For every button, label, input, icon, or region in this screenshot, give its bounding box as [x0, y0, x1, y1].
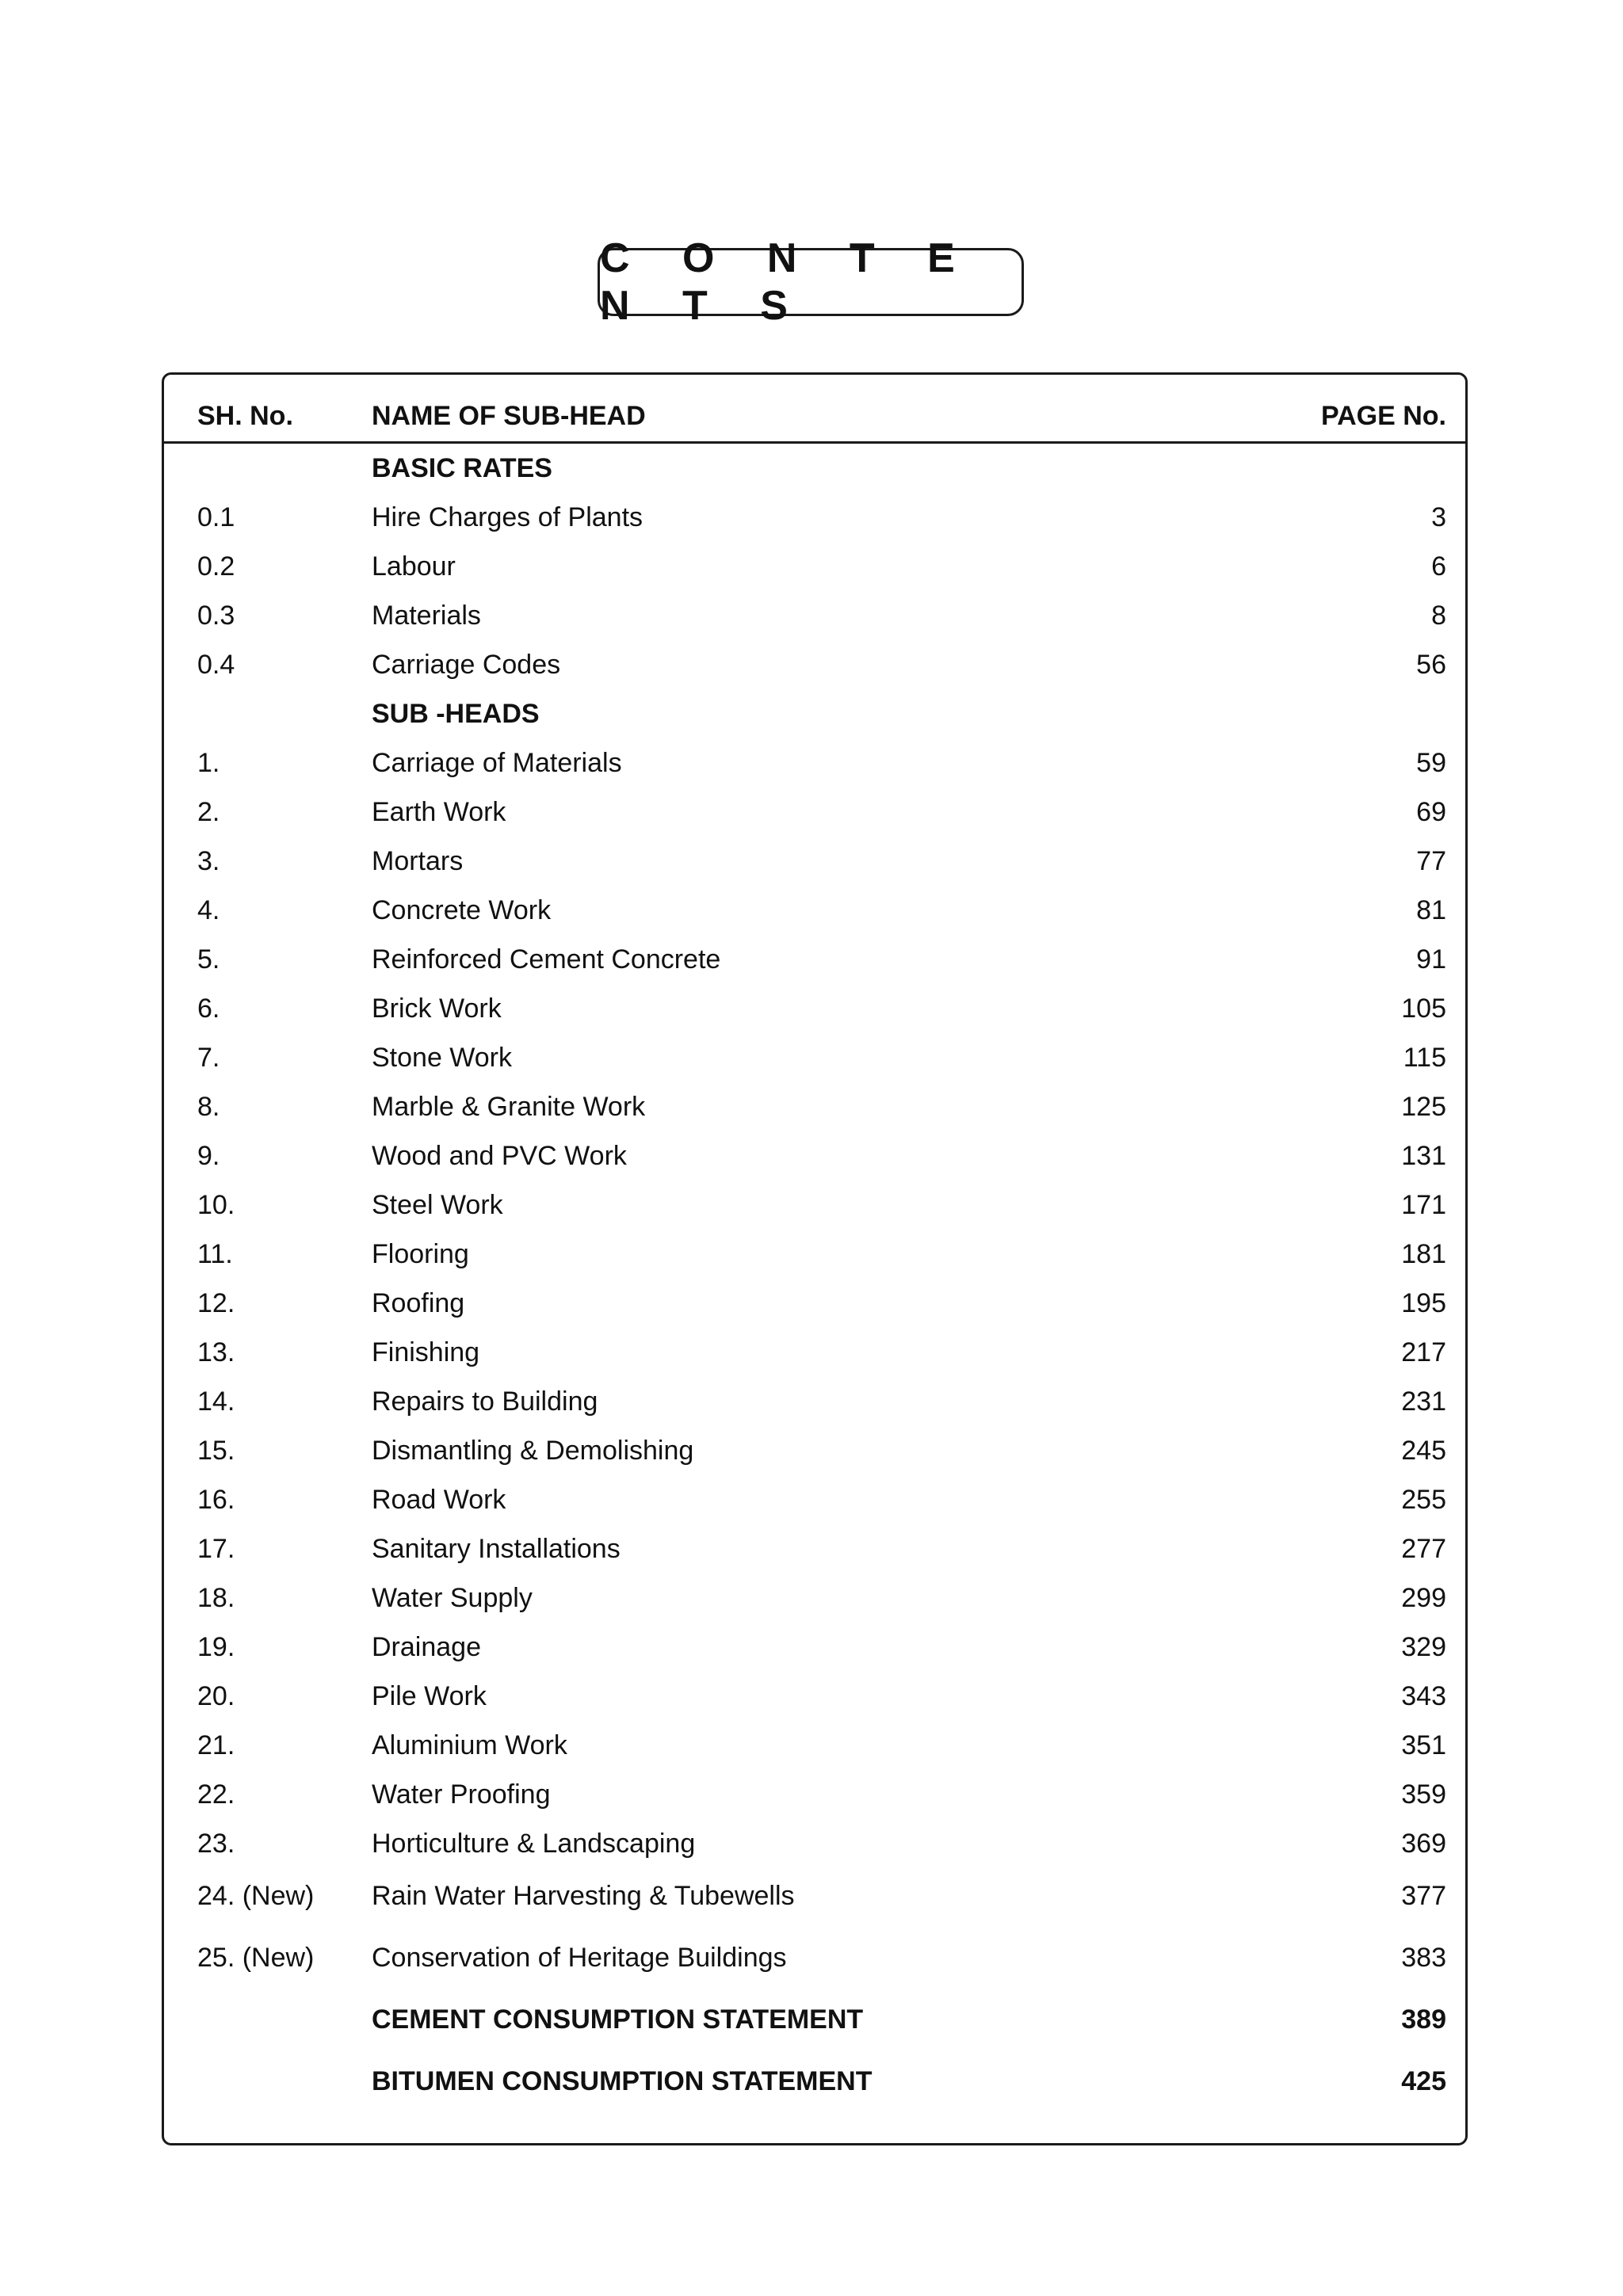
table-row — [164, 1034, 1465, 1081]
row-name: Sanitary Installations — [372, 1534, 621, 1564]
table-row — [164, 592, 1465, 639]
header-sh-no: SH. No. — [197, 401, 293, 431]
row-name: Reinforced Cement Concrete — [372, 944, 721, 974]
row-sh-no: 8. — [197, 1092, 220, 1122]
row-sh-no: 25. (New) — [197, 1943, 315, 1973]
row-name: Hire Charges of Plants — [372, 502, 643, 532]
row-sh-no: 22. — [197, 1779, 235, 1810]
table-row — [164, 1574, 1465, 1622]
row-name: Marble & Granite Work — [372, 1092, 646, 1122]
row-name: BITUMEN CONSUMPTION STATEMENT — [372, 2066, 873, 2096]
table-row — [164, 1329, 1465, 1376]
row-page-no: 131 — [1401, 1141, 1446, 1171]
row-name: Pile Work — [372, 1681, 487, 1711]
row-page-no: 369 — [1401, 1829, 1446, 1859]
row-page-no: 3 — [1431, 502, 1446, 532]
row-sh-no: 17. — [197, 1534, 235, 1564]
row-page-no: 81 — [1416, 895, 1446, 925]
row-sh-no: 19. — [197, 1632, 235, 1662]
table-row — [164, 1181, 1465, 1229]
row-sh-no: 5. — [197, 944, 220, 974]
row-name: Drainage — [372, 1632, 481, 1662]
row-sh-no: 0.3 — [197, 601, 235, 631]
row-page-no: 195 — [1401, 1288, 1446, 1318]
row-sh-no: 20. — [197, 1681, 235, 1711]
table-row — [164, 494, 1465, 541]
table-row — [164, 1934, 1465, 1981]
table-row — [164, 1722, 1465, 1769]
table-row — [164, 1476, 1465, 1524]
row-sh-no: 16. — [197, 1485, 235, 1515]
row-name: Materials — [372, 601, 481, 631]
row-sh-no: 14. — [197, 1386, 235, 1417]
row-sh-no: 15. — [197, 1436, 235, 1466]
table-row — [164, 1230, 1465, 1278]
row-page-no: 383 — [1401, 1943, 1446, 1973]
row-name: Roofing — [372, 1288, 465, 1318]
table-row — [164, 936, 1465, 983]
row-name: Labour — [372, 551, 456, 582]
row-sh-no: 4. — [197, 895, 220, 925]
row-name: CEMENT CONSUMPTION STATEMENT — [372, 2004, 864, 2035]
row-name: Dismantling & Demolishing — [372, 1436, 694, 1466]
table-row — [164, 1872, 1465, 1920]
row-page-no: 231 — [1401, 1386, 1446, 1417]
row-sh-no: 9. — [197, 1141, 220, 1171]
table-row — [164, 1132, 1465, 1180]
table-row — [164, 2058, 1465, 2105]
table-row — [164, 1771, 1465, 1818]
row-page-no: 56 — [1416, 650, 1446, 680]
table-row — [164, 1820, 1465, 1867]
table-row — [164, 985, 1465, 1032]
row-page-no: 91 — [1416, 944, 1446, 974]
row-page-no: 245 — [1401, 1436, 1446, 1466]
table-row — [164, 690, 1465, 738]
row-sh-no: 3. — [197, 846, 220, 876]
row-page-no: 343 — [1401, 1681, 1446, 1711]
row-sh-no: 6. — [197, 994, 220, 1024]
row-sh-no: 0.2 — [197, 551, 235, 582]
contents-title-box — [598, 235, 1024, 329]
table-row — [164, 1525, 1465, 1573]
row-page-no: 8 — [1431, 601, 1446, 631]
table-row — [164, 1378, 1465, 1425]
row-page-no: 377 — [1401, 1881, 1446, 1911]
row-name: Conservation of Heritage Buildings — [372, 1943, 787, 1973]
row-name: Earth Work — [372, 797, 506, 827]
row-sh-no: 18. — [197, 1583, 235, 1613]
row-page-no: 359 — [1401, 1779, 1446, 1810]
table-row — [164, 1083, 1465, 1131]
table-row — [164, 1427, 1465, 1474]
row-page-no: 115 — [1403, 1043, 1446, 1073]
header-name-of-sub-head: NAME OF SUB-HEAD — [372, 401, 646, 431]
table-row — [164, 788, 1465, 836]
page-title: C O N T E N T S — [600, 235, 976, 329]
table-row — [164, 837, 1465, 885]
row-name: Steel Work — [372, 1190, 503, 1220]
row-sh-no: 11. — [197, 1239, 233, 1269]
row-page-no: 69 — [1416, 797, 1446, 827]
table-row — [164, 444, 1465, 492]
row-page-no: 425 — [1401, 2066, 1446, 2096]
row-page-no: 217 — [1401, 1337, 1446, 1367]
row-sh-no: 2. — [197, 797, 220, 827]
table-row — [164, 1672, 1465, 1720]
row-sh-no: 12. — [197, 1288, 235, 1318]
row-page-no: 59 — [1416, 748, 1446, 778]
row-name: Water Supply — [372, 1583, 533, 1613]
row-sh-no: 23. — [197, 1829, 235, 1859]
row-name: Road Work — [372, 1485, 506, 1515]
row-page-no: 299 — [1401, 1583, 1446, 1613]
row-page-no: 277 — [1401, 1534, 1446, 1564]
row-name: Rain Water Harvesting & Tubewells — [372, 1881, 795, 1911]
row-page-no: 77 — [1416, 846, 1446, 876]
row-name: BASIC RATES — [372, 453, 552, 483]
row-page-no: 125 — [1401, 1092, 1446, 1122]
table-row — [164, 1996, 1465, 2043]
header-divider — [164, 441, 1465, 444]
row-name: Wood and PVC Work — [372, 1141, 627, 1171]
row-name: Carriage of Materials — [372, 748, 622, 778]
row-page-no: 181 — [1401, 1239, 1446, 1269]
table-header — [164, 392, 1465, 440]
row-page-no: 6 — [1431, 551, 1446, 582]
row-page-no: 105 — [1401, 994, 1446, 1024]
header-page-no: PAGE No. — [1320, 401, 1446, 431]
row-page-no: 351 — [1401, 1730, 1446, 1760]
row-name: Concrete Work — [372, 895, 552, 925]
row-page-no: 171 — [1401, 1190, 1446, 1220]
row-page-no: 389 — [1401, 2004, 1446, 2035]
row-sh-no: 1. — [197, 748, 220, 778]
row-name: Repairs to Building — [372, 1386, 598, 1417]
table-row — [164, 641, 1465, 688]
row-sh-no: 0.4 — [197, 650, 235, 680]
table-row — [164, 887, 1465, 934]
row-sh-no: 24. (New) — [197, 1881, 315, 1911]
row-sh-no: 7. — [197, 1043, 220, 1073]
row-name: Finishing — [372, 1337, 480, 1367]
row-name: Flooring — [372, 1239, 469, 1269]
row-name: SUB -HEADS — [372, 699, 540, 729]
table-row — [164, 1280, 1465, 1327]
row-sh-no: 0.1 — [197, 502, 235, 532]
row-sh-no: 13. — [197, 1337, 235, 1367]
table-row — [164, 739, 1465, 787]
row-name: Water Proofing — [372, 1779, 551, 1810]
table-row — [164, 1623, 1465, 1671]
row-name: Horticulture & Landscaping — [372, 1829, 696, 1859]
row-sh-no: 21. — [197, 1730, 235, 1760]
contents-table — [162, 372, 1468, 2145]
row-name: Brick Work — [372, 994, 502, 1024]
row-name: Carriage Codes — [372, 650, 561, 680]
row-sh-no: 10. — [197, 1190, 235, 1220]
row-name: Mortars — [372, 846, 464, 876]
row-page-no: 329 — [1401, 1632, 1446, 1662]
row-name: Stone Work — [372, 1043, 513, 1073]
row-page-no: 255 — [1401, 1485, 1446, 1515]
table-row — [164, 543, 1465, 590]
row-name: Aluminium Work — [372, 1730, 567, 1760]
